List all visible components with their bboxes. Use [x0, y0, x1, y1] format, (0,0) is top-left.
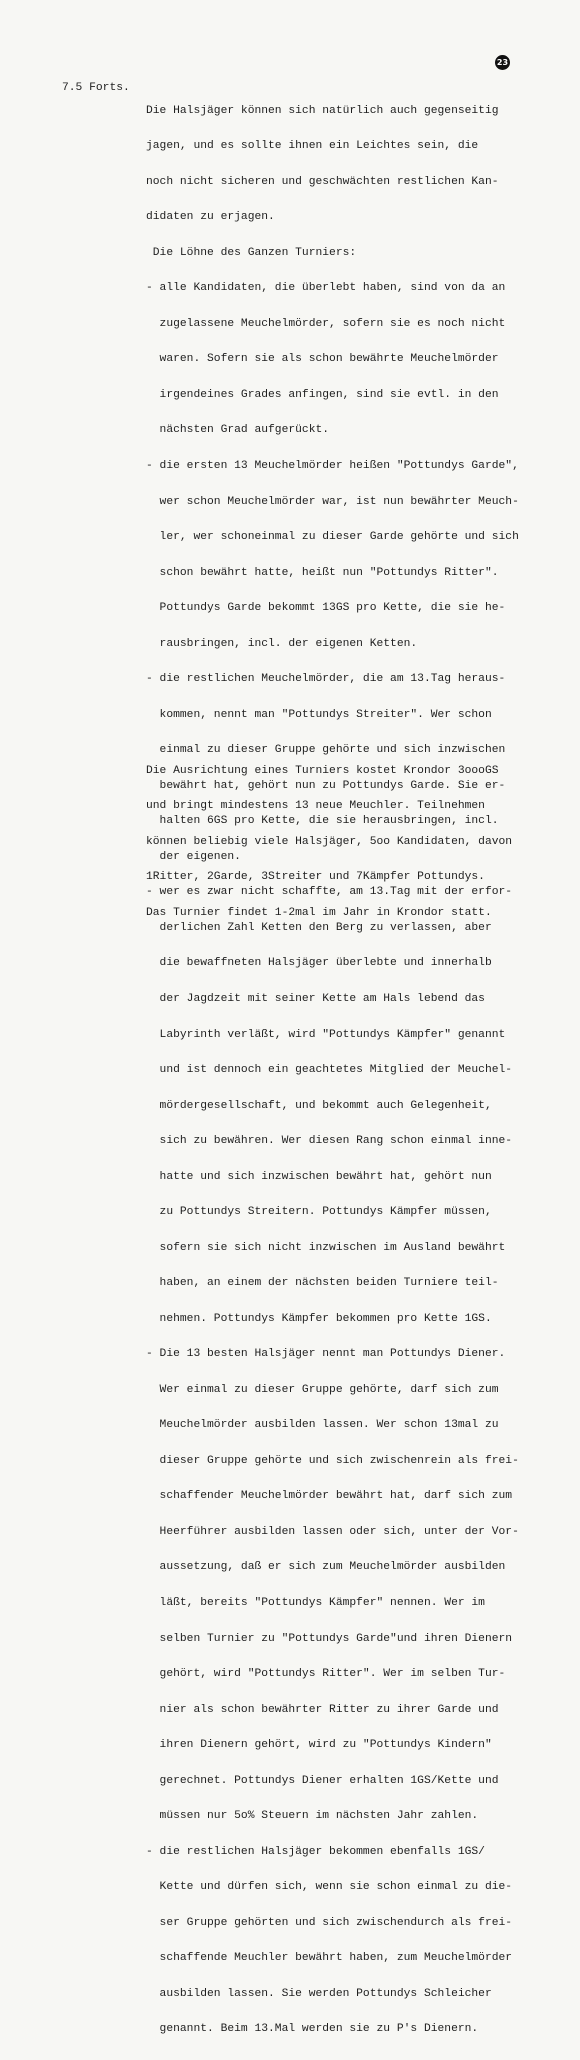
text-line: müssen nur 5o% Steuern im nächsten Jahr zahlen. [146, 1810, 479, 1823]
text-line: jagen, und es sollte ihnen ein Leichtes sein, die [146, 140, 479, 153]
text-line: waren. Sofern sie als schon bewährte Meuchelmörder [146, 353, 499, 366]
text-line: aussetzung, daß er sich zum Meuchelmörder ausbilden [146, 1561, 506, 1574]
text-line: - die restlichen Halsjäger bekommen ebenfalls 1GS/ [146, 1845, 485, 1858]
text-line: derlichen Zahl Ketten den Berg zu verlassen, aber [146, 921, 492, 934]
text-line: schaffende Meuchler bewährt haben, zum Meuchelmörder [146, 1952, 513, 1965]
text-line: hatte und sich inzwischen bewährt hat, gehört nun [146, 1170, 492, 1183]
text-line: Labyrinth verläßt, wird "Pottundys Kämpfer" genannt [146, 1028, 506, 1041]
text-line: nächsten Grad aufgerückt. [146, 424, 330, 437]
text-line: - alle Kandidaten, die überlebt haben, sind von da an [146, 282, 506, 295]
section-label: 7.5 Forts. [62, 82, 130, 94]
text-line: sofern sie sich nicht inzwischen im Ausland bewährt [146, 1241, 506, 1254]
text-line: mördergesellschaft, und bekommt auch Gelegenheit, [146, 1099, 492, 1112]
text-line: selben Turnier zu "Pottundys Garde"und ihren Dienern [146, 1632, 513, 1645]
text-line: Heerführer ausbilden lassen oder sich, unter der Vor- [146, 1525, 519, 1538]
text-line: zugelassene Meuchelmörder, sofern sie es noch nicht [146, 317, 506, 330]
closing-paragraph [146, 742, 512, 943]
text-line: schon bewährt hatte, heißt nun "Pottundys Ritter". [146, 566, 499, 579]
text-line: Die Ausrichtung eines Turniers kostet Krondor 3oooGS [146, 764, 499, 777]
text-line: schaffender Meuchelmörder bewährt hat, darf sich zum [146, 1490, 513, 1503]
text-line: gehört, wird "Pottundys Ritter". Wer im selben Tur- [146, 1668, 506, 1681]
text-line: gerechnet. Pottundys Diener erhalten 1GS/Kette und [146, 1774, 499, 1787]
text-line: irgendeines Grades anfingen, sind sie evtl. in den [146, 388, 499, 401]
text-line: zu Pottundys Streitern. Pottundys Kämpfer müssen, [146, 1206, 492, 1219]
section-body [146, 82, 519, 2060]
text-line: Pottundys Garde bekommt 13GS pro Kette, die sie he- [146, 602, 506, 615]
text-line: ler, wer schoneinmal zu dieser Garde gehörte und sich [146, 531, 519, 544]
text-line: halten 6GS pro Kette, die sie herausbringen, incl. [146, 815, 499, 828]
text-line: - die ersten 13 Meuchelmörder heißen "Pottundys Garde", [146, 460, 519, 472]
text-line: kommen, nennt man "Pottundys Streiter". Wer schon [146, 708, 492, 721]
text-line: ihren Dienern gehört, wird zu "Pottundys Kindern" [146, 1739, 492, 1752]
text-line: Das Turnier findet 1-2mal im Jahr in Krondor statt. [146, 906, 492, 919]
text-line: - die restlichen Meuchelmörder, die am 13.Tag heraus- [146, 673, 506, 686]
text-line: Kette und dürfen sich, wenn sie schon einmal zu die- [146, 1881, 513, 1894]
text-line: ser Gruppe gehörten und sich zwischendurch als frei- [146, 1916, 513, 1929]
text-line: der eigenen. [146, 850, 241, 863]
text-line: läßt, bereits "Pottundys Kämpfer" nennen. Wer im [146, 1597, 485, 1609]
text-line: der Jagdzeit mit seiner Kette am Hals lebend das [146, 992, 485, 1005]
text-line: und bringt mindestens 13 neue Meuchler. Teilnehmen [146, 800, 485, 813]
text-line: und ist dennoch ein geachtetes Mitglied der Meuchel- [146, 1064, 513, 1077]
text-line: können beliebig viele Halsjäger, 5oo Kandidaten, davon [146, 835, 513, 848]
text-line: die bewaffneten Halsjäger überlebte und innerhalb [146, 957, 492, 970]
text-line: noch nicht sicheren und geschwächten restlichen Kan- [146, 175, 499, 188]
text-line: haben, an einem der nächsten beiden Turniere teil- [146, 1277, 499, 1290]
text-line: nehmen. Pottundys Kämpfer bekommen pro Kette 1GS. [146, 1312, 492, 1325]
text-line: Meuchelmörder ausbilden lassen. Wer schon 13mal zu [146, 1419, 499, 1432]
page-number-badge: 23 [495, 55, 510, 70]
text-line: dieser Gruppe gehörte und sich zwischenrein als frei- [146, 1454, 519, 1467]
text-line: Wer einmal zu dieser Gruppe gehörte, darf sich zum [146, 1383, 499, 1396]
text-line: Die Löhne des Ganzen Turniers: [146, 246, 357, 259]
text-line: rausbringen, incl. der eigenen Ketten. [146, 637, 418, 650]
text-line: genannt. Beim 13.Mal werden sie zu P's Dienern. [146, 2023, 479, 2036]
text-line: ausbilden lassen. Sie werden Pottundys Schleicher [146, 1987, 492, 2000]
text-line: sich zu bewähren. Wer diesen Rang schon einmal inne- [146, 1135, 513, 1148]
text-line: wer schon Meuchelmörder war, ist nun bewährter Meuch- [146, 495, 519, 508]
text-line: Die Halsjäger können sich natürlich auch gegenseitig [146, 104, 499, 117]
text-line: - wer es zwar nicht schaffte, am 13.Tag mit der erfor- [146, 886, 513, 899]
text-line: bewährt hat, gehört nun zu Pottundys Garde. Sie er- [146, 779, 506, 792]
text-line: 1Ritter, 2Garde, 3Streiter und 7Kämpfer Pottundys. [146, 871, 485, 884]
text-line: - Die 13 besten Halsjäger nennt man Pottundys Diener. [146, 1348, 506, 1361]
text-line: didaten zu erjagen. [146, 211, 275, 224]
text-line: einmal zu dieser Gruppe gehörte und sich inzwischen [146, 744, 506, 757]
text-line: nier als schon bewährter Ritter zu ihrer Garde und [146, 1703, 499, 1716]
